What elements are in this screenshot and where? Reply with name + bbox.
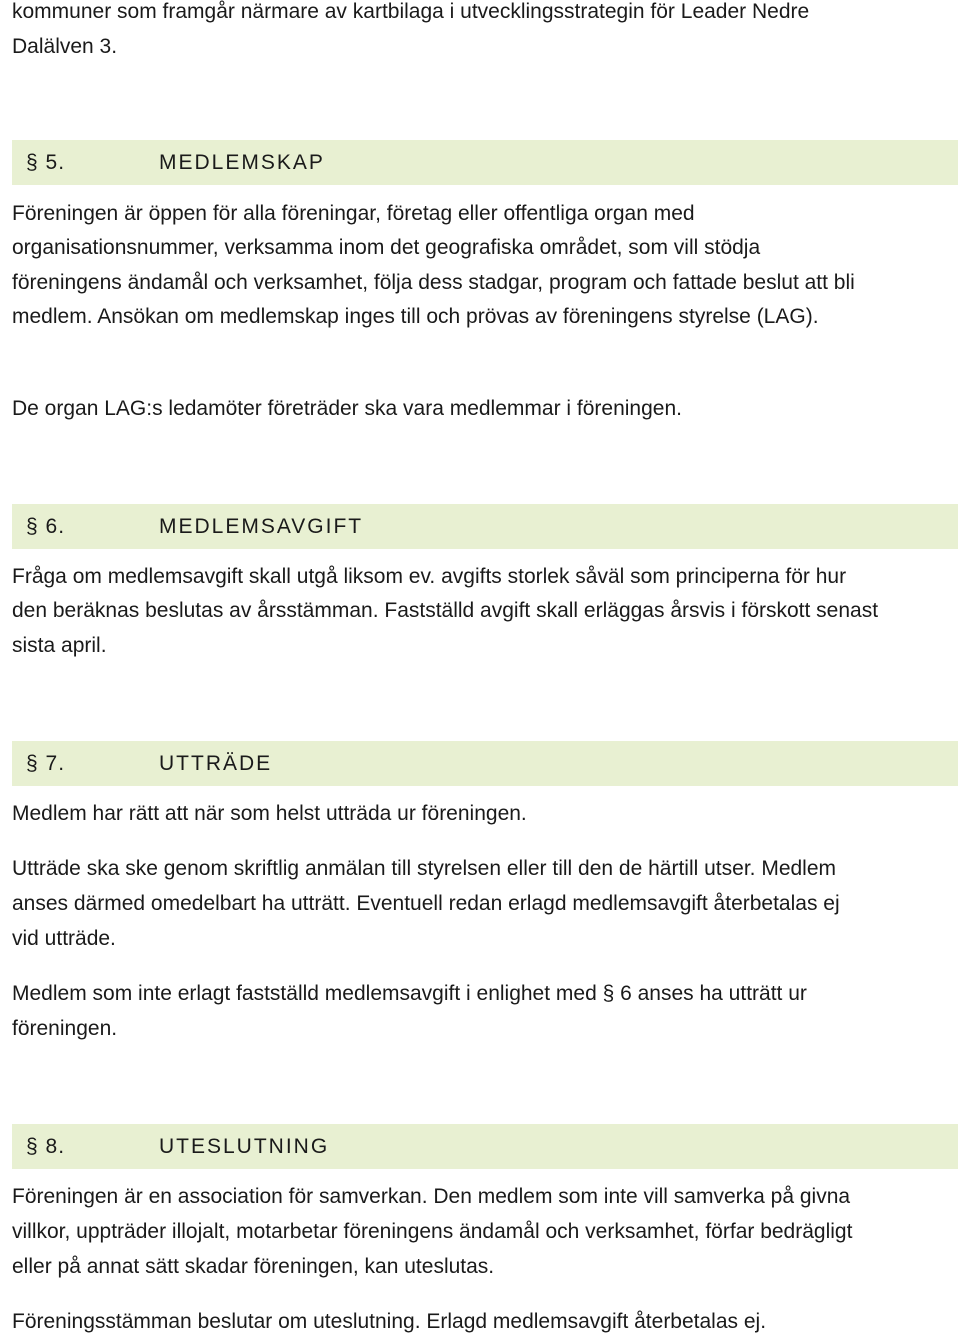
paragraph-line: eller på annat sätt skadar föreningen, kan uteslutas. [12, 1255, 495, 1278]
paragraph-line: Föreningsstämman beslutar om uteslutning. Erlagd medlemsavgift återbetalas ej. [12, 1310, 767, 1333]
section-title: UTESLUTNING [159, 1135, 330, 1158]
intro-line: kommuner som framgår närmare av kartbilaga i utvecklingsstrategin för Leader Nedre [12, 0, 810, 23]
section-title: MEDLEMSKAP [159, 151, 325, 174]
section-number: § 7. [26, 752, 66, 775]
paragraph-line: De organ LAG:s ledamöter företräder ska vara medlemmar i föreningen. [12, 397, 682, 420]
paragraph-line: Föreningen är öppen för alla föreningar, företag eller offentliga organ med [12, 202, 695, 225]
paragraph-line: Fråga om medlemsavgift skall utgå liksom ev. avgifts storlek såväl som principerna för hur [12, 565, 847, 588]
paragraph-line: Utträde ska ske genom skriftlig anmälan till styrelsen eller till den de härtill utser. Medlem [12, 857, 837, 880]
paragraph-line: villkor, uppträder illojalt, motarbetar föreningens ändamål och verksamhet, förfar bedrägligt [12, 1220, 853, 1243]
paragraph-line: föreningen. [12, 1017, 118, 1040]
section-heading-5 [12, 140, 958, 185]
section-number: § 6. [26, 515, 66, 538]
paragraph-line: anses därmed omedelbart ha utträtt. Eventuell redan erlagd medlemsavgift återbetalas ej [12, 892, 840, 915]
section-heading-6 [12, 504, 958, 549]
paragraph-line: organisationsnummer, verksamma inom det geografiska området, som vill stödja [12, 236, 761, 259]
paragraph-line: vid utträde. [12, 927, 116, 950]
section-title: UTTRÄDE [159, 752, 273, 775]
section-number: § 5. [26, 151, 66, 174]
section-heading-7 [12, 741, 958, 786]
paragraph-line: medlem. Ansökan om medlemskap inges till och prövas av föreningens styrelse (LAG). [12, 305, 819, 328]
paragraph-line: Föreningen är en association för samverkan. Den medlem som inte vill samverka på givna [12, 1185, 851, 1208]
paragraph-line: den beräknas beslutas av årsstämman. Fastställd avgift skall erläggas årsvis i förskott senast [12, 599, 879, 622]
paragraph-line: föreningens ändamål och verksamhet, följa dess stadgar, program och fattade beslut att bli [12, 271, 855, 294]
section-title: MEDLEMSAVGIFT [159, 515, 364, 538]
section-number: § 8. [26, 1135, 66, 1158]
paragraph-line: Medlem som inte erlagt fastställd medlemsavgift i enlighet med § 6 anses ha utträtt ur [12, 982, 807, 1005]
intro-line: Dalälven 3. [12, 35, 118, 58]
paragraph-line: sista april. [12, 634, 107, 657]
paragraph-line: Medlem har rätt att när som helst utträda ur föreningen. [12, 802, 527, 825]
section-heading-8 [12, 1124, 958, 1169]
